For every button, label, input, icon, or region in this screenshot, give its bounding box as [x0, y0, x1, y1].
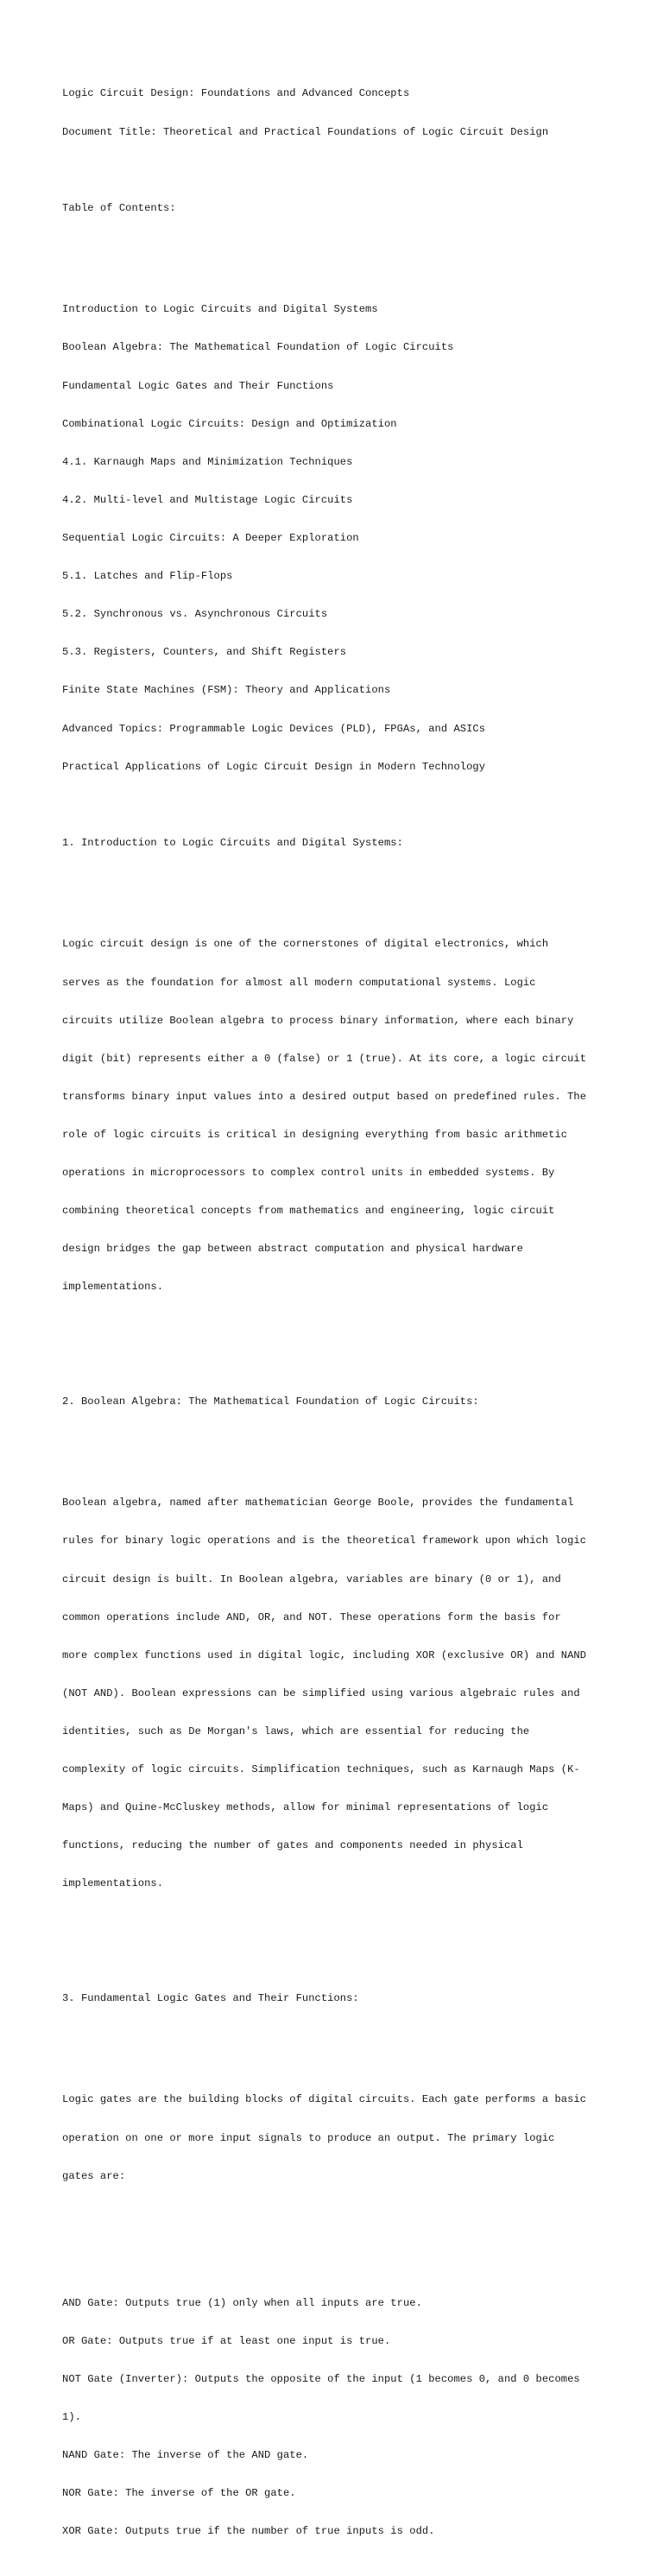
paragraph-line: operations in microprocessors to complex control units in embedded systems. By	[62, 1167, 555, 1180]
paragraph-line: Logic gates are the building blocks of digital circuits. Each gate performs a basic	[62, 2093, 587, 2106]
table-of-contents	[62, 278, 606, 799]
toc-item: 5.1. Latches and Flip-Flops	[62, 570, 233, 583]
section-3-paragraph	[62, 2068, 606, 2208]
toc-item: Combinational Logic Circuits: Design and Optimization	[62, 417, 397, 430]
spacer	[62, 164, 606, 177]
section-heading: 1. Introduction to Logic Circuits and Digital Systems:	[62, 836, 403, 849]
paragraph-line: role of logic circuits is critical in designing everything from basic arithmetic	[62, 1129, 568, 1142]
toc-item: 5.3. Registers, Counters, and Shift Registers	[62, 646, 347, 659]
section-heading: 3. Fundamental Logic Gates and Their Functions:	[62, 1991, 359, 2004]
spacer	[62, 2233, 606, 2246]
paragraph-line: implementations.	[62, 1877, 164, 1890]
toc-item: 4.1. Karnaugh Maps and Minimization Techniques	[62, 455, 353, 468]
document-subtitle: Document Title: Theoretical and Practical Foundations of Logic Circuit Design	[62, 125, 549, 138]
paragraph-line: rules for binary logic operations and is the theoretical framework upon which logic	[62, 1535, 587, 1547]
spacer	[62, 240, 606, 253]
toc-item: Finite State Machines (FSM): Theory and Applications	[62, 684, 391, 697]
section-1-paragraph	[62, 913, 606, 1320]
paragraph-line: digit (bit) represents either a 0 (false) or 1 (true). At its core, a logic circuit	[62, 1052, 587, 1065]
document-title: Logic Circuit Design: Foundations and Advanced Concepts	[62, 87, 410, 100]
section-2-paragraph	[62, 1472, 606, 1916]
paragraph-line: (NOT AND). Boolean expressions can be simplified using various algebraic rules and	[62, 1687, 580, 1699]
toc-item: Practical Applications of Logic Circuit Design in Modern Technology	[62, 760, 486, 773]
paragraph-line: transforms binary input values into a desired output based on predefined rules. The	[62, 1090, 587, 1103]
gate-list	[62, 2271, 606, 2563]
spacer	[62, 875, 606, 888]
gate-list-item: 1).	[62, 2410, 81, 2423]
paragraph-line: serves as the foundation for almost all modern computational systems. Logic	[62, 976, 536, 989]
paragraph-line: design bridges the gap between abstract computation and physical hardware	[62, 1243, 523, 1256]
paragraph-line: identities, such as De Morgan's laws, which are essential for reducing the	[62, 1725, 530, 1738]
gate-list-item: OR Gate: Outputs true if at least one input is true.	[62, 2334, 391, 2347]
gate-list-item: NOR Gate: The inverse of the OR gate.	[62, 2487, 296, 2500]
paragraph-line: Logic circuit design is one of the cornerstones of digital electronics, which	[62, 938, 549, 951]
paragraph-line: common operations include AND, OR, and NOT. These operations form the basis for	[62, 1611, 561, 1623]
paragraph-line: Boolean algebra, named after mathematician George Boole, provides the fundamental	[62, 1497, 574, 1510]
paragraph-line: gates are:	[62, 2169, 126, 2182]
paragraph-line: functions, reducing the number of gates and components needed in physical	[62, 1839, 523, 1852]
toc-item: Introduction to Logic Circuits and Digital Systems	[62, 303, 378, 316]
spacer	[62, 2030, 606, 2043]
toc-item: Advanced Topics: Programmable Logic Devices (PLD), FPGAs, and ASICs	[62, 722, 486, 735]
paragraph-line: Maps) and Quine-McCluskey methods, allow for minimal representations of logic	[62, 1801, 549, 1814]
spacer	[62, 1345, 606, 1358]
paragraph-line: combining theoretical concepts from mathematics and engineering, logic circuit	[62, 1205, 555, 1218]
document-page	[62, 62, 606, 2576]
paragraph-line: more complex functions used in digital logic, including XOR (exclusive OR) and NAND	[62, 1649, 587, 1661]
section-heading: 2. Boolean Algebra: The Mathematical Foundation of Logic Circuits:	[62, 1395, 479, 1408]
paragraph-line: circuit design is built. In Boolean algebra, variables are binary (0 or 1), and	[62, 1573, 561, 1585]
paragraph-line: implementations.	[62, 1281, 164, 1294]
toc-item: Fundamental Logic Gates and Their Functions	[62, 379, 334, 392]
spacer	[62, 1434, 606, 1446]
gate-list-item: XOR Gate: Outputs true if the number of true inputs is odd.	[62, 2525, 435, 2538]
gate-list-item: NAND Gate: The inverse of the AND gate.	[62, 2449, 309, 2462]
toc-item: Sequential Logic Circuits: A Deeper Exploration	[62, 531, 359, 544]
toc-item: Boolean Algebra: The Mathematical Foundation of Logic Circuits	[62, 341, 454, 354]
toc-item: 4.2. Multi-level and Multistage Logic Circuits	[62, 493, 353, 506]
gate-list-item: AND Gate: Outputs true (1) only when all inputs are true.	[62, 2296, 422, 2309]
toc-item: 5.2. Synchronous vs. Asynchronous Circuits	[62, 608, 328, 621]
paragraph-line: circuits utilize Boolean algebra to process binary information, where each binary	[62, 1014, 574, 1027]
toc-heading: Table of Contents:	[62, 201, 176, 214]
paragraph-line: operation on one or more input signals to produce an output. The primary logic	[62, 2131, 555, 2144]
gate-list-item: NOT Gate (Inverter): Outputs the opposite of the input (1 becomes 0, and 0 becomes	[62, 2372, 580, 2385]
spacer	[62, 1941, 606, 1954]
paragraph-line: complexity of logic circuits. Simplification techniques, such as Karnaugh Maps (K-	[62, 1763, 580, 1776]
